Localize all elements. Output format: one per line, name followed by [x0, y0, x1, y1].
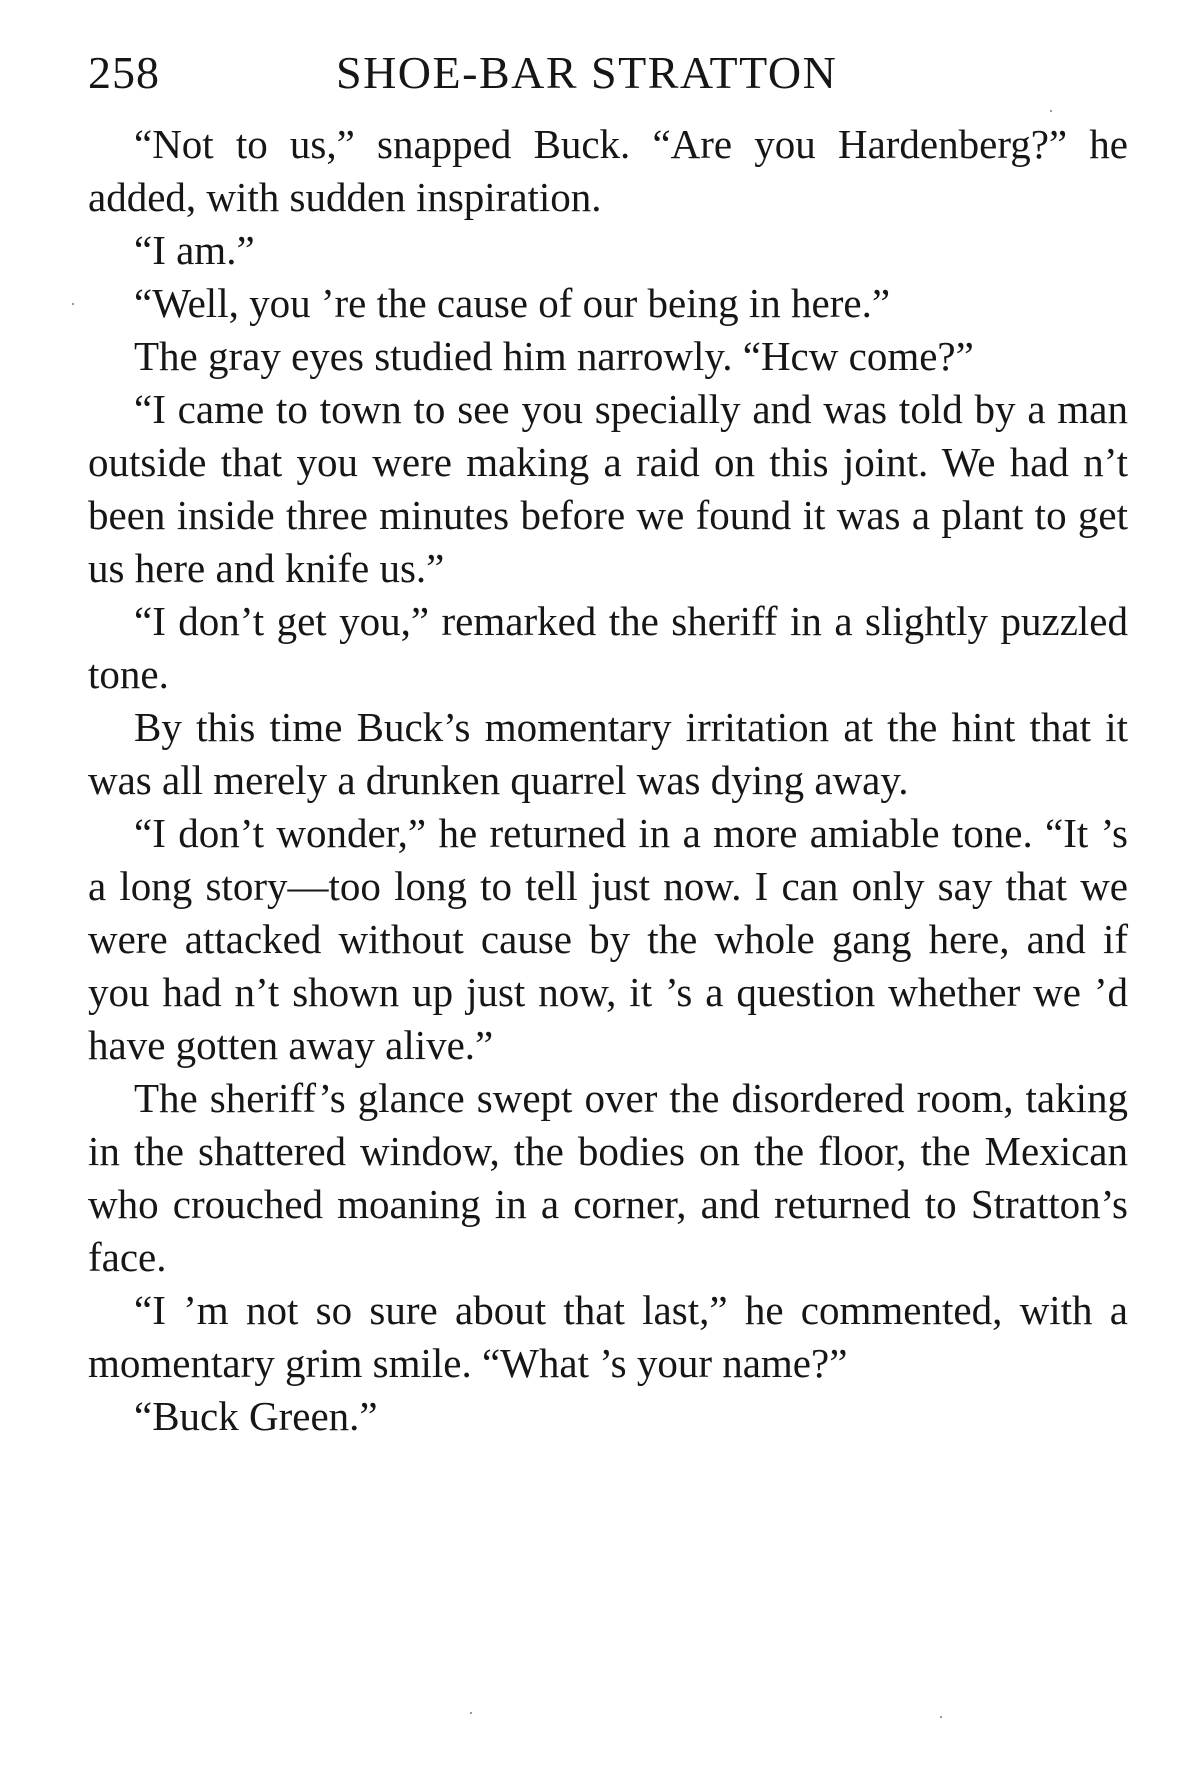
paragraph: “I don’t get you,” remarked the sheriff in a slightly puzzled tone. [88, 598, 1128, 697]
scan-speck [940, 1716, 942, 1718]
paragraph: The gray eyes studied him narrowly. “Hcw come?” [134, 333, 974, 379]
paragraph: “I don’t wonder,” he returned in a more amiable tone. “It ’s a long story—too long to tell just now. I can only say that we were attacked without cause by the whole gang here, and if you had n’t shown up just now, it ’s a question whether we ’d have gotten away alive.” [88, 810, 1128, 1068]
scan-speck [1050, 110, 1052, 112]
page-number: 258 [88, 47, 160, 98]
paragraph: By this time Buck’s momentary irritation at the hint that it was all merely a drunken quarrel was dying away. [88, 704, 1128, 803]
scan-speck [470, 1712, 472, 1714]
body-text [88, 118, 1128, 1443]
paragraph: “I am.” [134, 227, 255, 273]
paragraph: “I ’m not so sure about that last,” he commented, with a momentary grim smile. “What ’s your name?” [88, 1287, 1128, 1386]
paragraph: “Well, you ’re the cause of our being in here.” [134, 280, 891, 326]
running-title: SHOE-BAR STRATTON [336, 47, 838, 98]
scan-speck [72, 303, 74, 305]
paragraph: The sheriff’s glance swept over the disordered room, taking in the shattered window, the bodies on the floor, the Mexican who crouched moaning in a corner, and returned to Stratton’s face. [88, 1075, 1128, 1280]
running-head [88, 38, 1128, 108]
paragraph: “Not to us,” snapped Buck. “Are you Hardenberg?” he added, with sudden inspiration. [88, 121, 1128, 220]
paragraph: “I came to town to see you specially and was told by a man outside that you were making a raid on this joint. We had n’t been inside three minutes before we found it was a plant to get us here and knife us.” [88, 386, 1128, 591]
paragraph: “Buck Green.” [134, 1393, 378, 1439]
